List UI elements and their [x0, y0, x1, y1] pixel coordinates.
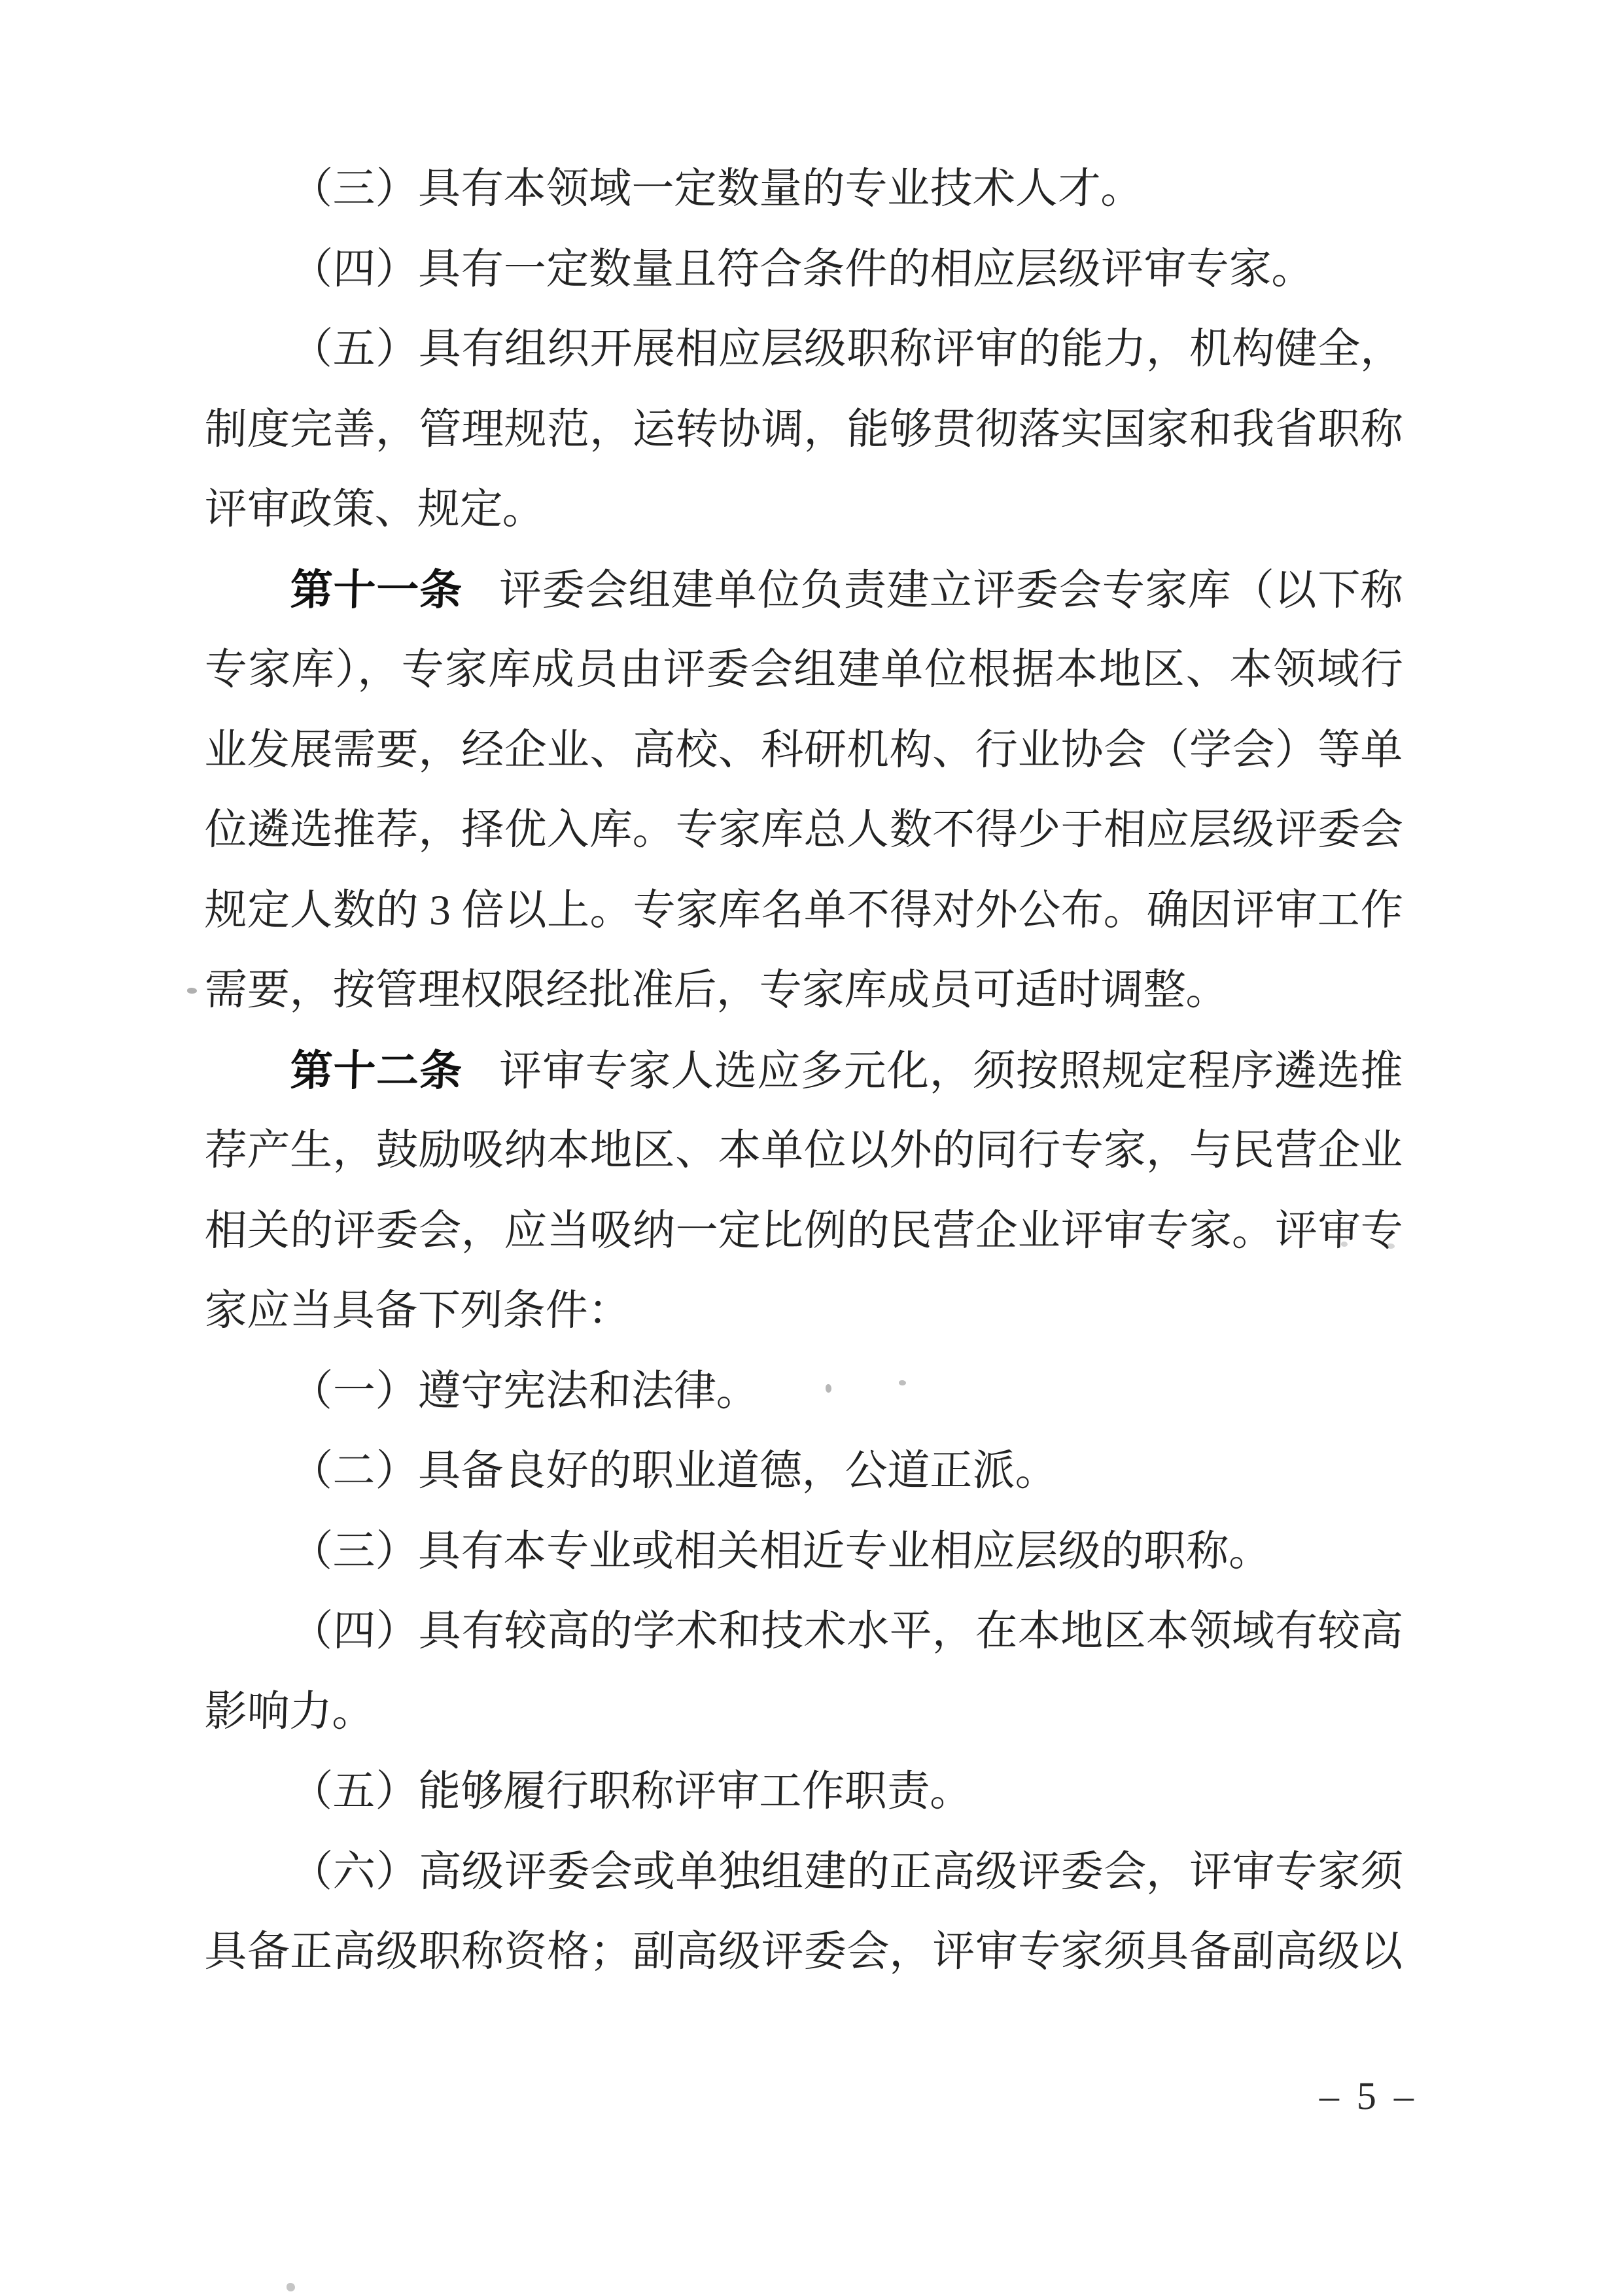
- line-text: 评审专家人选应多元化，须按照规定程序遴选推: [498, 1047, 1404, 1095]
- line-text: 荐产生，鼓励吸纳本地区、本单位以外的同行专家，与民营企业: [203, 1127, 1404, 1174]
- text-line: [203, 165, 1404, 246]
- text-line: [203, 807, 1404, 887]
- text-line: [203, 246, 1404, 326]
- page-number: – 5 –: [1319, 2074, 1418, 2117]
- text-line: [203, 1368, 1404, 1448]
- scan-speck: [1387, 1244, 1395, 1249]
- line-text: 业发展需要，经企业、高校、科研机构、行业协会（学会）等单: [203, 726, 1404, 774]
- text-line: [203, 1528, 1404, 1609]
- text-line: [203, 1928, 1404, 2009]
- text-line: [203, 1127, 1404, 1208]
- scan-speck: [287, 2283, 295, 2291]
- text-line: [203, 1047, 1404, 1128]
- line-text: 位遴选推荐，择优入库。专家库总人数不得少于相应层级评委会: [203, 807, 1404, 854]
- text-line: [203, 1448, 1404, 1528]
- line-text: （三）具有本专业或相关相近专业相应层级的职称。: [289, 1527, 1272, 1575]
- text-line: [203, 646, 1404, 727]
- line-text: 需要，按管理权限经批准后，专家库成员可适时调整。: [203, 967, 1229, 1014]
- line-text: 影响力。: [203, 1688, 375, 1735]
- scan-speck: [899, 1380, 906, 1385]
- text-line: [203, 1608, 1404, 1688]
- scan-speck: [1341, 1242, 1348, 1247]
- line-text: 制度完善，管理规范，运转协调，能够贯彻落实国家和我省职称: [203, 406, 1404, 453]
- text-line: [203, 727, 1404, 807]
- line-text: （四）具有一定数量且符合条件的相应层级评审专家。: [289, 245, 1315, 293]
- line-text: （四）具有较高的学术和技术水平，在本地区本领域有较高: [289, 1608, 1404, 1655]
- text-line: [203, 566, 1404, 647]
- scan-speck: [826, 1384, 831, 1393]
- line-text: 相关的评委会，应当吸纳一定比例的民营企业评审专家。评审专: [203, 1207, 1404, 1255]
- line-text: 评委会组建单位负责建立评委会专家库（以下称: [498, 566, 1404, 614]
- line-text: （二）具备良好的职业道德，公道正派。: [289, 1448, 1059, 1495]
- article-number: 第十一条: [289, 565, 463, 614]
- line-text: 规定人数的 3 倍以上。专家库名单不得对外公布。确因评审工作: [203, 886, 1404, 934]
- text-line: [203, 486, 1404, 566]
- line-text: 专家库），专家库成员由评委会组建单位根据本地区、本领域行: [203, 646, 1404, 693]
- text-line: [203, 326, 1404, 406]
- text-line: [203, 406, 1404, 487]
- line-text: （五）能够履行职称评审工作职责。: [289, 1768, 973, 1815]
- line-text: （六）高级评委会或单独组建的正高级评委会，评审专家须: [289, 1848, 1404, 1896]
- text-line: [203, 1768, 1404, 1849]
- text-line: [203, 1849, 1404, 1929]
- text-line: [203, 1208, 1404, 1288]
- scan-speck: [187, 988, 197, 994]
- line-text: （三）具有本领域一定数量的专业技术人才。: [289, 165, 1144, 213]
- text-line: [203, 887, 1404, 967]
- line-text: （五）具有组织开展相应层级职称评审的能力，机构健全，: [289, 326, 1404, 373]
- line-text: 家应当具备下列条件：: [203, 1287, 631, 1334]
- line-text: （一）遵守宪法和法律。: [289, 1367, 760, 1415]
- text-line: [203, 1688, 1404, 1769]
- line-text: 评审政策、规定。: [203, 486, 546, 533]
- article-number: 第十二条: [289, 1046, 463, 1094]
- text-line: [203, 1287, 1404, 1368]
- document-text: [204, 165, 1403, 2009]
- text-line: [203, 967, 1404, 1047]
- line-text: 具备正高级职称资格；副高级评委会，评审专家须具备副高级以: [203, 1928, 1404, 1975]
